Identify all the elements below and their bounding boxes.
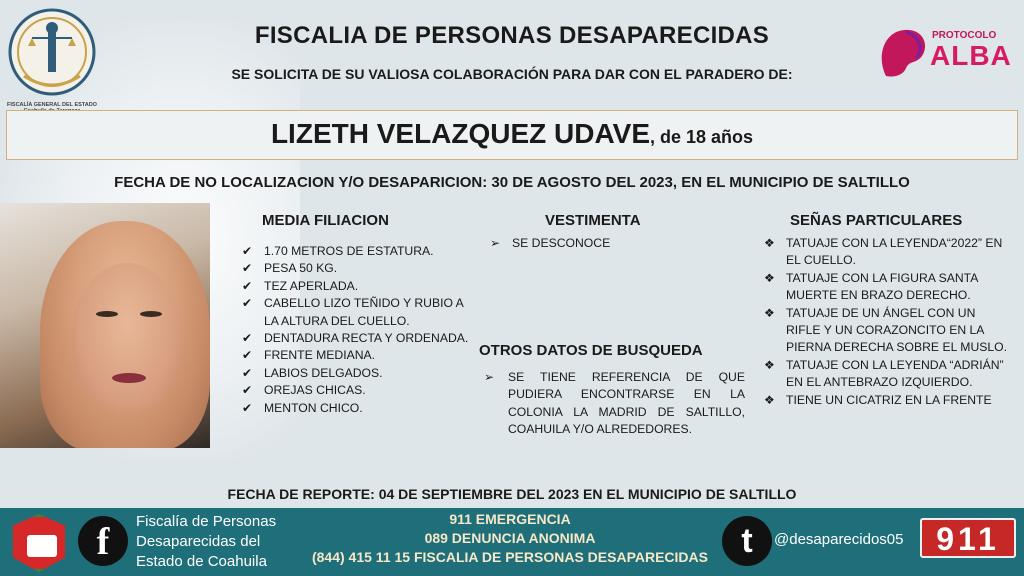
- vestimenta-list: [488, 235, 728, 252]
- list-item: [240, 347, 472, 364]
- diamond-bullet-icon: ❖: [764, 270, 775, 285]
- phone-fiscalia: (844) 415 11 15 FISCALIA DE PERSONAS DESAPARECIDAS: [311, 549, 708, 565]
- phone-anonymous: 089 DENUNCIA ANONIMA: [424, 530, 596, 546]
- person-age: , de 18 años: [650, 127, 754, 147]
- list-item: [762, 270, 1012, 305]
- person-name: LIZETH VELAZQUEZ UDAVE: [270, 118, 650, 149]
- footer-org-line2: Desaparecidas del: [136, 533, 261, 550]
- list-item-text: TATUAJE CON LA LEYENDA “ADRIÁN” EN EL ANTEBRAZO IZQUIERDO.: [786, 357, 1004, 390]
- footer-org-line3: Estado de Coahuila: [136, 553, 267, 570]
- diamond-bullet-icon: ❖: [764, 357, 775, 372]
- footer-org-name: [136, 512, 276, 572]
- list-item: [240, 295, 472, 330]
- otros-datos-text: SE TIENE REFERENCIA DE QUE PUDIERA ENCONTRARSE EN LA COLONIA LA MADRID DE SALTILLO, COAHUILA Y/O ALREDEDORES.: [508, 370, 745, 437]
- twitter-icon[interactable]: t: [722, 516, 772, 566]
- footer-org-line1: Fiscalía de Personas: [136, 513, 277, 530]
- checkmark-icon: ✔: [242, 331, 253, 346]
- otros-datos-title: OTROS DATOS DE BUSQUEDA: [479, 342, 703, 359]
- media-filiacion-title: MEDIA FILIACION: [262, 212, 389, 229]
- list-item: [240, 260, 472, 277]
- checkmark-icon: ✔: [242, 365, 253, 380]
- list-item: [762, 392, 1012, 409]
- justice-seal-icon: [2, 6, 102, 102]
- list-item: [240, 400, 472, 417]
- senas-list: [762, 235, 1012, 409]
- checkmark-icon: ✔: [242, 244, 253, 258]
- vestimenta-title: VESTIMENTA: [545, 212, 641, 229]
- list-item-text: MENTON CHICO.: [264, 400, 363, 415]
- checkmark-icon: ✔: [242, 348, 253, 363]
- list-item-text: TATUAJE CON LA LEYENDA“2022” EN EL CUELLO.: [786, 236, 1003, 268]
- phone-emergency: 911 EMERGENCIA: [449, 511, 571, 527]
- list-item-text: TEZ APERLADA.: [264, 278, 359, 293]
- badge-inner: [27, 535, 57, 557]
- alba-protocol-label: PROTOCOLO: [932, 30, 997, 41]
- list-item-text: TATUAJE DE UN ÁNGEL CON UN RIFLE Y UN CORAZONCITO EN LA PIERNA DERECHA SOBRE EL MUSLO.: [786, 305, 1008, 355]
- list-item-text: CABELLO LIZO TEÑIDO Y RUBIO A LA ALTURA DEL CUELLO.: [264, 296, 464, 328]
- missing-date: FECHA DE NO LOCALIZACION Y/O DESAPARICION: 30 DE AGOSTO DEL 2023, EN EL MUNICIPIO DE SALTILLO: [114, 174, 910, 191]
- list-item: [240, 278, 472, 295]
- list-item: [240, 365, 472, 382]
- photo-eye-right: [140, 311, 162, 317]
- list-item: [240, 243, 472, 260]
- checkmark-icon: ✔: [242, 383, 253, 398]
- checkmark-icon: ✔: [242, 400, 253, 415]
- list-item: [240, 382, 472, 399]
- person-name-line: [0, 118, 1024, 150]
- list-item-text: FRENTE MEDIANA.: [264, 348, 376, 363]
- list-item-text: TATUAJE CON LA FIGURA SANTA MUERTE EN BRAZO DERECHO.: [786, 270, 978, 303]
- list-item: [762, 235, 1012, 270]
- photo-eye-left: [96, 311, 118, 317]
- list-item-text: PESA 50 KG.: [264, 261, 338, 276]
- list-item-text: DENTADURA RECTA Y ORDENADA.: [264, 331, 469, 346]
- list-item: [762, 305, 1012, 357]
- alba-brand-text: ALBA: [930, 40, 1012, 71]
- diamond-bullet-icon: ❖: [764, 305, 775, 320]
- arrow-bullet-icon: ➢: [490, 236, 501, 250]
- page-subtitle: SE SOLICITA DE SU VALIOSA COLABORACIÓN PARA DAR CON EL PARADERO DE:: [231, 66, 793, 82]
- report-date: FECHA DE REPORTE: 04 DE SEPTIEMBRE DEL 2023 EN EL MUNICIPIO DE SALTILLO: [227, 486, 797, 502]
- senas-title: SEÑAS PARTICULARES: [790, 212, 963, 229]
- diamond-bullet-icon: ❖: [764, 236, 775, 250]
- list-item-text: SE DESCONOCE: [512, 236, 611, 250]
- social-handle[interactable]: @desaparecidos05: [774, 531, 904, 548]
- list-item-text: OREJAS CHICAS.: [264, 383, 366, 398]
- list-item-text: 1.70 METROS DE ESTATURA.: [264, 244, 434, 258]
- media-filiacion-list: [240, 243, 472, 417]
- facebook-icon[interactable]: f: [78, 516, 128, 566]
- photo-face: [72, 263, 182, 413]
- list-item: [488, 235, 728, 252]
- checkmark-icon: ✔: [242, 261, 253, 276]
- checkmark-icon: ✔: [242, 278, 253, 293]
- logo-text-line1: FISCALÍA GENERAL DEL ESTADO: [7, 102, 97, 108]
- diamond-bullet-icon: ❖: [764, 392, 775, 407]
- footer-phones: [300, 510, 720, 567]
- arrow-bullet-icon: ➢: [484, 370, 495, 384]
- list-item: [240, 330, 472, 347]
- person-photo: [0, 203, 210, 448]
- checkmark-icon: ✔: [242, 296, 253, 311]
- list-item-text: LABIOS DELGADOS.: [264, 365, 383, 380]
- photo-lips: [112, 373, 146, 383]
- emergency-911-badge: 911: [920, 518, 1016, 558]
- list-item: [762, 357, 1012, 392]
- page-title: FISCALIA DE PERSONAS DESAPARECIDAS: [254, 22, 770, 49]
- list-item-text: TIENE UN CICATRIZ EN LA FRENTE: [786, 392, 992, 407]
